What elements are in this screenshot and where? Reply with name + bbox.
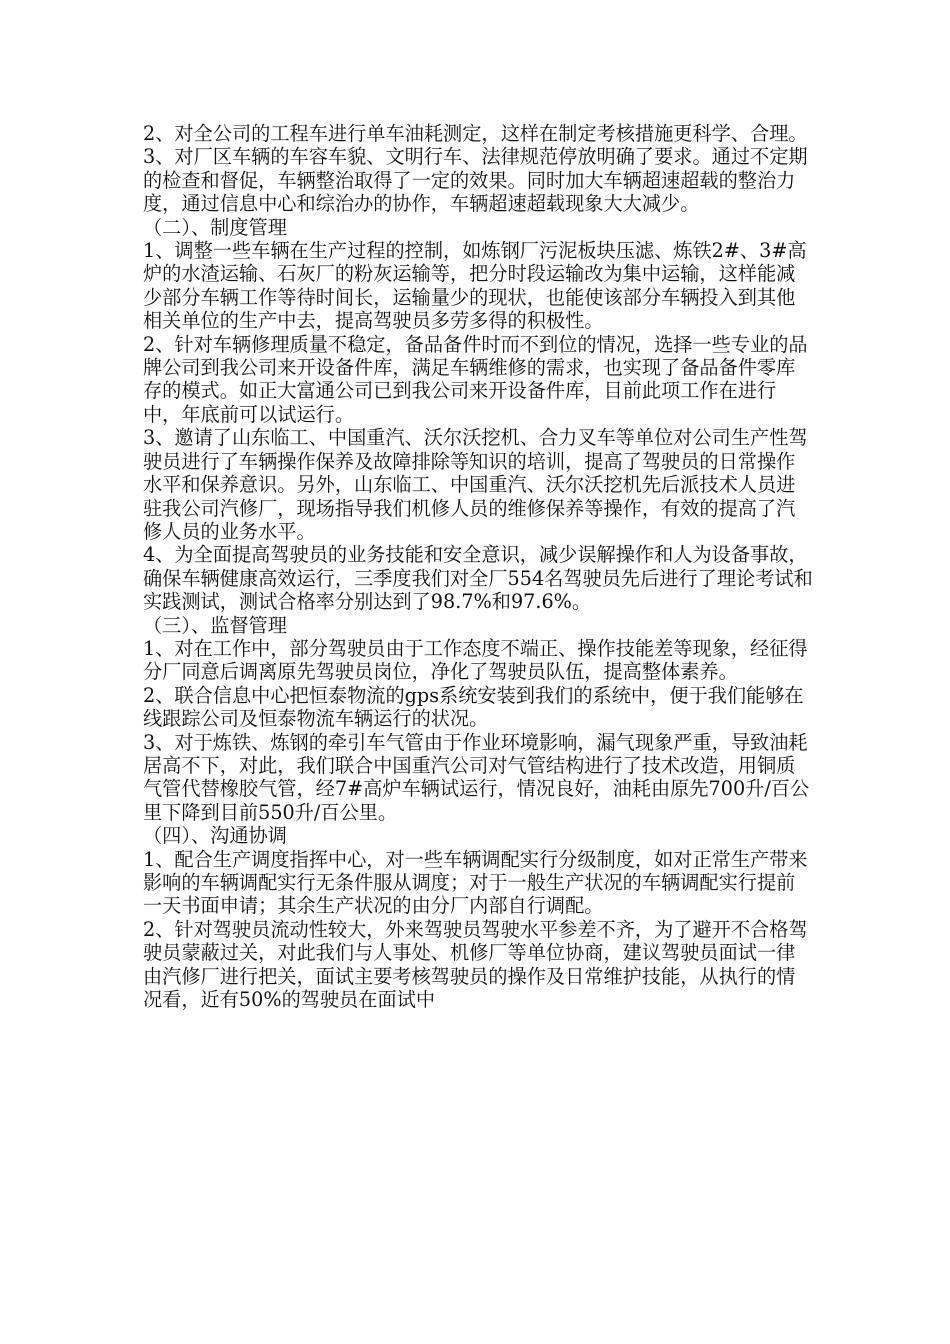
paragraph: 3、对于炼铁、炼钢的牵引车气管由于作业环境影响，漏气现象严重，导致油耗居高不下，对此，我们联合中国重汽公司对气管结构进行了技术改造，用铜质气管代替橡胶气管，经7#高炉车辆试运行，情况良好，油耗由原先700升/百公里下降到目前550升/百公里。 [143, 730, 810, 824]
paragraph: 2、联合信息中心把恒泰物流的gps系统安装到我们的系统中，便于我们能够在线跟踪公司及恒泰物流车辆运行的状况。 [143, 683, 804, 731]
paragraph: 1、对在工作中，部分驾驶员由于工作态度不端正、操作技能差等现象，经征得分厂同意后调离原先驾驶员岗位，净化了驾驶员队伍，提高整体素养。 [143, 636, 808, 684]
section-heading: （三）、监督管理 [143, 613, 287, 637]
paragraph: 4、为全面提高驾驶员的业务技能和安全意识，减少误解操作和人为设备事故，确保车辆健康高效运行，三季度我们对全厂554名驾驶员先后进行了理论考试和实践测试，测试合格率分别达到了98.7%和97.6%。 [143, 543, 813, 614]
paragraph: 3、对厂区车辆的车容车貌、文明行车、法律规范停放明确了要求。通过不定期的检查和督促，车辆整治取得了一定的效果。同时加大车辆超速超载的整治力度，通过信息中心和综治办的协作，车辆超速超载现象大大减少。 [143, 145, 808, 216]
document-body [143, 122, 813, 1011]
paragraph: 3、邀请了山东临工、中国重汽、沃尔沃挖机、合力叉车等单位对公司生产性驾驶员进行了车辆操作保养及故障排除等知识的培训，提高了驾驶员的日常操作水平和保养意识。另外，山东临工、中国重汽、沃尔沃挖机先后派技术人员进驻我公司汽修厂，现场指导我们机修人员的维修保养等操作，有效的提高了汽修人员的业务水平。 [143, 426, 808, 543]
paragraph: 2、针对驾驶员流动性较大，外来驾驶员驾驶水平参差不齐，为了避开不合格驾驶员蒙蔽过关，对此我们与人事处、机修厂等单位协商，建议驾驶员面试一律由汽修厂进行把关，面试主要考核驾驶员的操作及日常维护技能，从执行的情况看，近有50%的驾驶员在面试中 [143, 917, 808, 1012]
paragraph: 2、对全公司的工程车进行单车油耗测定，这样在制定考核措施更科学、合理。 [143, 122, 808, 145]
paragraph: 1、调整一些车辆在生产过程的控制，如炼钢厂污泥板块压滤、炼铁2#、3#高炉的水渣运输、石灰厂的粉灰运输等，把分时段运输改为集中运输，这样能减少部分车辆工作等待时间长，运输量少的现状，也能使该部分车辆投入到其他相关单位的生产中去，提高驾驶员多劳多得的积极性。 [143, 239, 807, 333]
section-heading: （二）、制度管理 [143, 215, 287, 239]
paragraph: 2、针对车辆修理质量不稳定，备品备件时而不到位的情况，选择一些专业的品牌公司到我公司来开设备件库，满足车辆维修的需求，也实现了备品备件零库存的模式。如正大富通公司已到我公司来开设备件库，目前此项工作在进行中，年底前可以试运行。 [143, 332, 808, 426]
paragraph: 1、配合生产调度指挥中心，对一些车辆调配实行分级制度，如对正常生产带来影响的车辆调配实行无条件服从调度；对于一般生产状况的车辆调配实行提前一天书面申请；其余生产状况的由分厂内部自行调配。 [143, 847, 808, 918]
section-heading: （四）、沟通协调 [143, 824, 287, 848]
